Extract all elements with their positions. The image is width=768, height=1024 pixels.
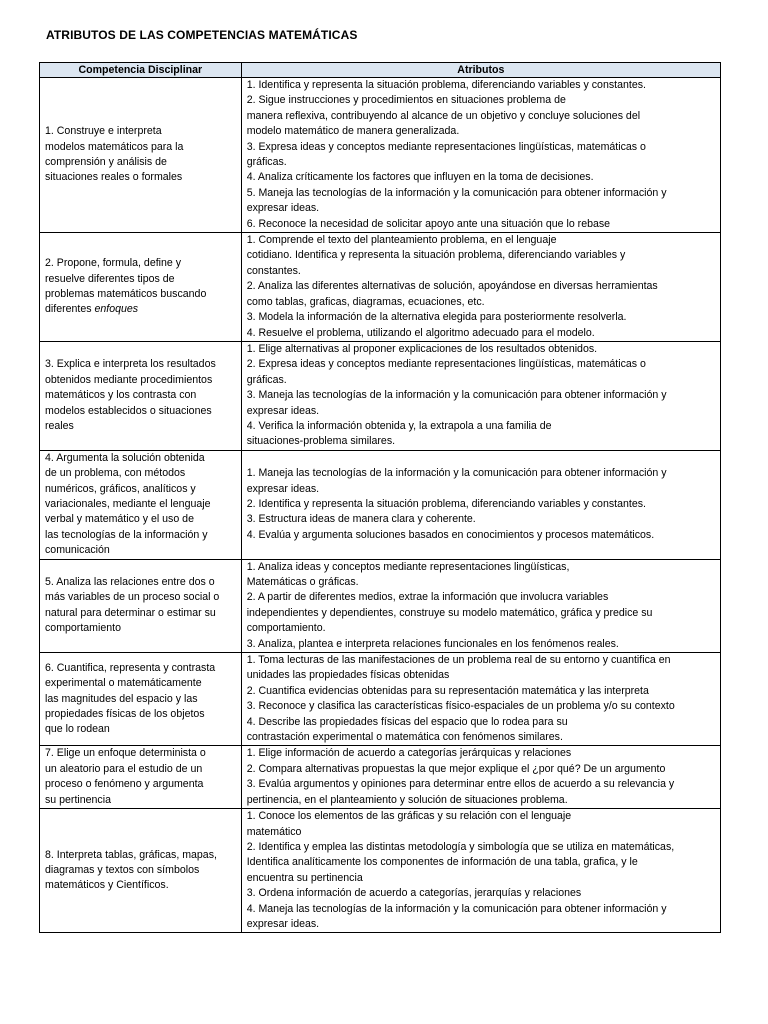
atributo-text: comportamiento. [246, 622, 326, 635]
atributo-text: expresar ideas. [246, 917, 320, 930]
atributo-text: 4. Verifica la información obtenida y, la extrapola a una familia de [246, 419, 552, 432]
atributo-text: matemático [246, 825, 302, 838]
atributo-text: 1. Elige alternativas al proponer explicaciones de los resultados obtenidos. [246, 342, 598, 355]
page-title: ATRIBUTOS DE LAS COMPETENCIAS MATEMÁTICAS [46, 28, 358, 42]
atributos-cell [241, 450, 720, 559]
atributo-text: Matemáticas o gráficas. [246, 576, 359, 588]
atributos-cell [241, 653, 720, 746]
atributo-text: unidades las propiedades físicas obtenidas [246, 669, 450, 682]
header-atributos: Atributos [241, 63, 720, 78]
competencia-text: proceso o fenómeno y argumenta [45, 778, 204, 791]
competencia-text: 5. Analiza las relaciones entre dos o [45, 576, 215, 588]
competencia-text: de un problema, con métodos [45, 467, 186, 480]
competencia-text: matemáticos y los contrasta con [45, 389, 197, 402]
atributo-text: 1. Elige información de acuerdo a categorías jerárquicas y relaciones [246, 747, 572, 760]
atributo-text: 3. Modela la información de la alternativa elegida para posteriormente resolverla. [246, 311, 627, 324]
atributos-cell [241, 233, 720, 342]
atributo-text: 2. Identifica y representa la situación problema, diferenciando variables y constantes. [246, 497, 646, 510]
atributo-text: expresar ideas. [246, 404, 320, 417]
atributos-cell [241, 809, 720, 933]
competencia-text: un aleatorio para el estudio de un [45, 762, 203, 775]
atributo-text: 1. Identifica y representa la situación problema, diferenciando variables y constantes. [246, 79, 646, 91]
competencia-text: que lo rodean [45, 723, 110, 736]
competencia-text: diagramas y textos con símbolos [45, 864, 200, 877]
atributo-text: 1. Maneja las tecnologías de la información y la comunicación para obtener información y [246, 467, 667, 480]
competencia-text: comprensión y análisis de [45, 156, 167, 169]
competencia-cell [40, 559, 242, 652]
atributos-cell [241, 559, 720, 652]
competencia-cell [40, 78, 242, 233]
atributo-text: 2. Cuantifica evidencias obtenidas para su representación matemática y las interpreta [246, 684, 649, 697]
competencia-text: propiedades físicas de los objetos [45, 707, 205, 720]
atributo-text: 4. Maneja las tecnologías de la información y la comunicación para obtener información y [246, 902, 667, 915]
competencia-text: variacionales, mediante el lenguaje [45, 497, 211, 510]
atributo-text: 2. Sigue instrucciones y procedimientos en situaciones problema de [246, 94, 566, 107]
atributo-text: 3. Evalúa argumentos y opiniones para determinar entre ellos de acuerdo a su relevancia y [246, 778, 675, 791]
competencia-cell [40, 450, 242, 559]
atributo-text: encuentra su pertinencia [246, 871, 363, 884]
atributo-text: Identifica analíticamente los componentes de información de una tabla, grafica, y le [246, 856, 638, 869]
atributo-text: 5. Maneja las tecnologías de la información y la comunicación para obtener información y [246, 186, 667, 199]
atributo-text: modelo matemático de manera generalizada. [246, 125, 460, 138]
atributo-text: 2. Expresa ideas y conceptos mediante representaciones lingüísticas, matemáticas o [246, 358, 646, 371]
competencia-text: comportamiento [45, 622, 121, 635]
atributo-text: gráficas. [246, 156, 287, 169]
competencia-text: modelos matemáticos para la [45, 140, 184, 153]
competencia-text: las tecnologías de la información y [45, 528, 208, 541]
table-row [40, 653, 721, 746]
competencia-text: natural para determinar o estimar su [45, 606, 216, 619]
atributo-text [247, 451, 718, 466]
table-header-row [40, 63, 721, 78]
atributo-text: 3. Expresa ideas y conceptos mediante representaciones lingüísticas, matemáticas o [246, 140, 646, 153]
atributo-text: 4. Describe las propiedades físicas del espacio que lo rodea para su [246, 715, 568, 728]
competencia-cell [40, 746, 242, 809]
table-row [40, 559, 721, 652]
competencia-text: experimental o matemáticamente [45, 677, 202, 690]
table-row [40, 809, 721, 933]
atributo-text: 3. Analiza, plantea e interpreta relaciones funcionales en los fenómenos reales. [246, 637, 619, 650]
atributo-text: cotidiano. Identifica y representa la situación problema, diferenciando variables y [246, 249, 626, 262]
table-body [40, 78, 721, 933]
competencia-text [45, 302, 239, 317]
header-competencia: Competencia Disciplinar [40, 63, 242, 78]
atributo-text: 3. Ordena información de acuerdo a categorías, jerarquías y relaciones [246, 887, 582, 900]
competencia-text: 4. Argumenta la solución obtenida [45, 451, 205, 464]
atributos-cell [241, 341, 720, 450]
competencia-text: verbal y matemático y el uso de [45, 513, 194, 526]
competencia-text: problemas matemáticos buscando [45, 287, 207, 300]
atributo-text: 3. Reconoce y clasifica las características físico-espaciales de un problema y/o su contexto [246, 700, 675, 713]
atributo-text: 1. Comprende el texto del planteamiento problema, en el lenguaje [246, 234, 557, 247]
atributo-text: expresar ideas. [246, 482, 320, 495]
atributo-text: 2. Compara alternativas propuestas la que mejor explique el ¿por qué? De un argumento [246, 762, 666, 775]
table-row [40, 78, 721, 233]
competencia-text: matemáticos y Científicos. [45, 879, 169, 892]
atributo-text: independientes y dependientes, construye su modelo matemático, gráfica y predice su [246, 606, 653, 619]
table-row [40, 341, 721, 450]
atributo-text: situaciones-problema similares. [246, 435, 396, 448]
competencia-cell [40, 809, 242, 933]
table-row [40, 233, 721, 342]
atributo-text: expresar ideas. [246, 202, 320, 215]
competencia-text: su pertinencia [45, 793, 111, 806]
competencia-italic-text: enfoques [94, 303, 139, 316]
competencia-text: reales [45, 419, 74, 432]
competencia-text: 1. Construye e interpreta [45, 125, 162, 138]
competencia-text: 6. Cuantifica, representa y contrasta [45, 661, 216, 674]
atributo-text: manera reflexiva, contribuyendo al alcance de un objetivo y concluye soluciones del [246, 109, 641, 122]
table-row [40, 746, 721, 809]
competencia-cell [40, 341, 242, 450]
atributo-text: pertinencia, en el planteamiento y solución de situaciones problema. [246, 793, 568, 806]
competencia-text: 2. Propone, formula, define y [45, 257, 182, 270]
competencia-cell [40, 233, 242, 342]
competencia-text: 3. Explica e interpreta los resultados [45, 358, 216, 371]
competencias-table [39, 62, 721, 933]
competencia-text: modelos establecidos o situaciones [45, 404, 212, 417]
table-row [40, 450, 721, 559]
atributo-text: constantes. [246, 264, 301, 277]
competencia-text: las magnitudes del espacio y las [45, 692, 198, 705]
atributo-text: 2. Analiza las diferentes alternativas de solución, apoyándose en diversas herramientas [246, 280, 658, 293]
competencia-text: más variables de un proceso social o [45, 591, 220, 604]
competencia-text: comunicación [45, 544, 110, 557]
competencia-text: 8. Interpreta tablas, gráficas, mapas, [45, 848, 217, 861]
competencia-text: situaciones reales o formales [45, 171, 183, 184]
atributo-text: 6. Reconoce la necesidad de solicitar apoyo ante una situación que lo rebase [246, 217, 611, 230]
atributo-text: contrastación experimental o matemática con fenómenos similares. [246, 731, 563, 744]
competencia-text: 7. Elige un enfoque determinista o [45, 747, 206, 760]
atributo-text: 3. Maneja las tecnologías de la información y la comunicación para obtener información y [246, 389, 667, 402]
atributo-text: 1. Analiza ideas y conceptos mediante representaciones lingüísticas, [246, 560, 570, 573]
competencia-text: numéricos, gráficos, analíticos y [45, 482, 196, 495]
atributo-text: 4. Evalúa y argumenta soluciones basados en conocimientos y procesos matemáticos. [246, 528, 655, 541]
competencia-cell [40, 653, 242, 746]
atributo-text: gráficas. [246, 373, 287, 386]
atributos-cell [241, 78, 720, 233]
atributo-text: 4. Analiza críticamente los factores que influyen en la toma de decisiones. [246, 171, 594, 184]
atributo-text: 4. Resuelve el problema, utilizando el algoritmo adecuado para el modelo. [246, 326, 595, 339]
atributo-text: 3. Estructura ideas de manera clara y coherente. [246, 513, 476, 526]
atributo-text: 1. Conoce los elementos de las gráficas y su relación con el lenguaje [246, 810, 572, 823]
atributo-text: 1. Toma lecturas de las manifestaciones de un problema real de su entorno y cuantifica en [246, 654, 671, 667]
competencia-text: obtenidos mediante procedimientos [45, 373, 213, 386]
atributos-cell [241, 746, 720, 809]
atributo-text: como tablas, graficas, diagramas, ecuaciones, etc. [246, 295, 485, 308]
competencia-text: resuelve diferentes tipos de [45, 272, 175, 285]
atributo-text: 2. Identifica y emplea las distintas metodología y simbología que se utiliza en matemáticas, [246, 840, 675, 853]
competencia-text-part: diferentes [45, 303, 95, 316]
atributo-text: 2. A partir de diferentes medios, extrae la información que involucra variables [246, 591, 609, 604]
